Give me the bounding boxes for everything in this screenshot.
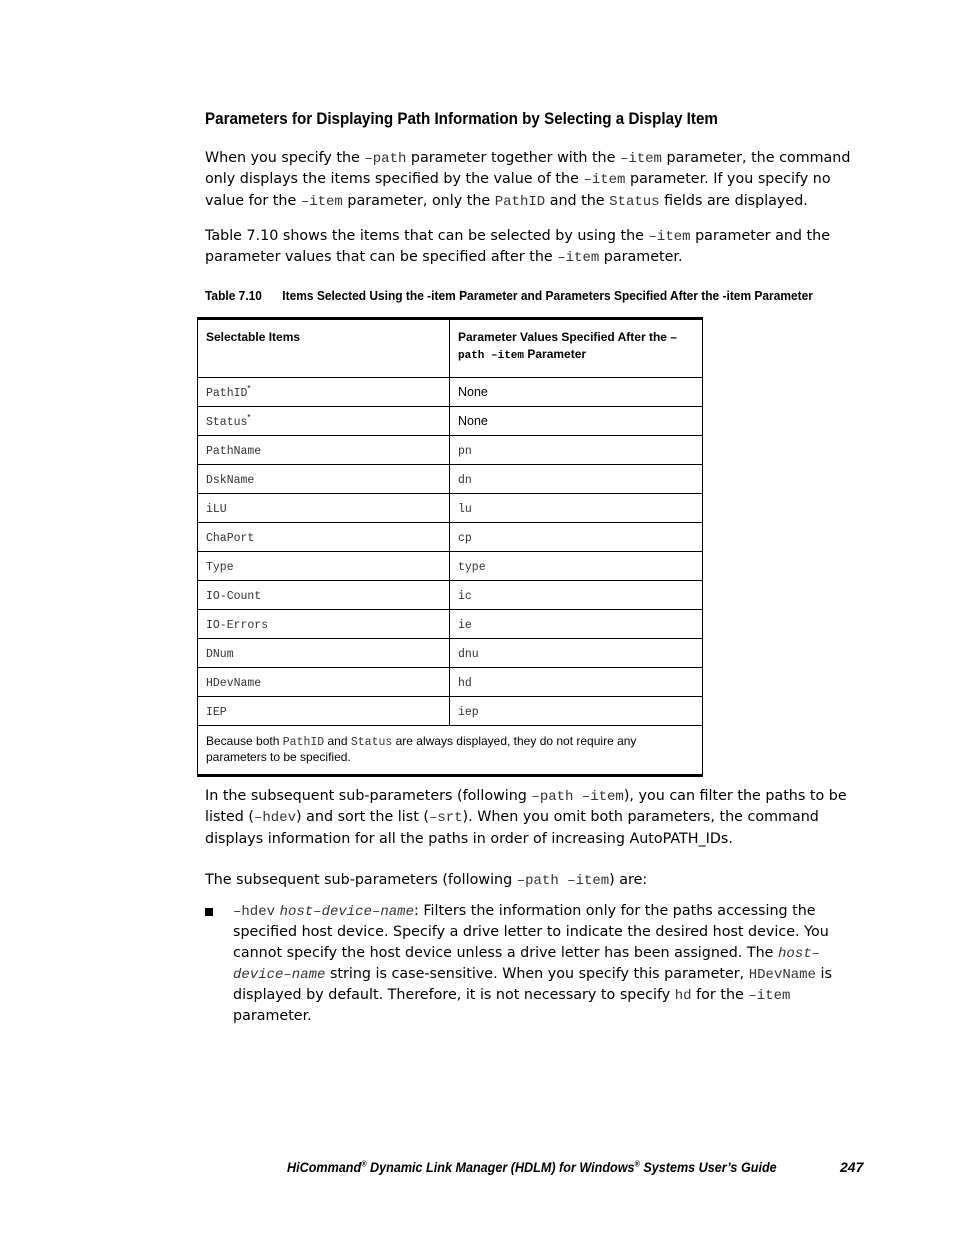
text: parameter. <box>599 249 683 266</box>
table-row <box>198 552 703 581</box>
value-cell <box>450 610 703 639</box>
items-table <box>197 317 703 777</box>
value-cell <box>450 697 703 726</box>
item-cell <box>198 465 450 494</box>
table-number: Table 7.10 <box>205 288 262 303</box>
table-row <box>198 639 703 668</box>
code: PathID <box>282 735 325 749</box>
text: parameter together with the <box>406 150 620 166</box>
value-cell <box>450 552 703 581</box>
item-cell <box>198 407 450 436</box>
item-name: HDevName <box>206 676 262 690</box>
table-row <box>198 523 703 552</box>
value: hd <box>458 676 472 690</box>
value-cell: None <box>450 378 703 407</box>
code: –path <box>364 151 407 167</box>
code: –item <box>648 229 691 245</box>
text: parameter. <box>233 1008 312 1025</box>
text: parameter, only the <box>342 192 495 209</box>
item-name: Status <box>206 416 248 430</box>
item-cell <box>198 697 450 726</box>
table-caption <box>205 288 849 303</box>
value-cell <box>450 668 703 697</box>
text: ), you can filter the paths to be listed ( <box>205 788 847 826</box>
item-name: DNum <box>206 647 234 661</box>
text: fields are displayed. <box>659 192 808 209</box>
table-row <box>198 407 703 436</box>
value: type <box>458 560 486 574</box>
text: In the subsequent sub-parameters (following <box>205 788 532 804</box>
value: ie <box>458 618 472 632</box>
value-cell: None <box>450 407 703 436</box>
item-name: Type <box>206 560 234 574</box>
table-row <box>198 581 703 610</box>
value: dn <box>458 473 472 487</box>
code-italic: host–device–name <box>233 945 821 983</box>
item-name: IEP <box>206 705 227 719</box>
text: Dynamic Link Manager (HDLM) for Windows <box>366 1159 635 1175</box>
code: Status <box>609 193 660 210</box>
registered-mark: ® <box>361 1159 367 1169</box>
value: iep <box>458 705 479 719</box>
code: –item <box>557 250 600 267</box>
text: The subsequent sub-parameters (following <box>205 872 517 888</box>
page-number: 247 <box>840 1159 864 1175</box>
table-reference-paragraph <box>205 226 857 269</box>
text: parameter and the parameter values that can be specified after the <box>205 228 831 266</box>
text: for the <box>691 987 749 1004</box>
text: HiCommand <box>287 1159 362 1175</box>
footer-guide-title <box>287 1159 777 1175</box>
item-cell <box>198 436 450 465</box>
bullet-square-icon <box>205 908 213 916</box>
item-cell <box>198 523 450 552</box>
value: dnu <box>458 647 479 661</box>
item-name: ChaPort <box>206 531 255 545</box>
code: PathID <box>494 193 546 210</box>
table-row <box>198 436 703 465</box>
code: –path –item <box>531 789 624 805</box>
text: and <box>324 733 351 748</box>
footnote-mark: * <box>247 383 251 393</box>
item-name: IO-Errors <box>206 618 269 632</box>
text: and the <box>545 192 610 209</box>
header-parameter-values <box>450 319 703 378</box>
code: –srt <box>428 810 463 827</box>
table-row <box>198 697 703 726</box>
text: is displayed by default. Therefore, it is not necessary to specify <box>233 965 832 1004</box>
code: HDevName <box>748 966 816 983</box>
text: parameter, the command only displays the items specified by the value of the <box>205 150 851 188</box>
text: Parameter Values Specified After the – <box>458 330 677 344</box>
code: –item <box>583 172 626 189</box>
item-cell <box>198 639 450 668</box>
value: cp <box>458 531 472 545</box>
text: ) and sort the list ( <box>296 809 429 826</box>
item-name: IO-Count <box>206 589 262 603</box>
section-heading: Parameters for Displaying Path Information by Selecting a Display Item <box>205 110 718 128</box>
table-row <box>198 610 703 639</box>
item-name: PathName <box>206 444 262 458</box>
value-cell <box>450 639 703 668</box>
registered-mark: ® <box>634 1159 640 1169</box>
text: ) are: <box>609 872 648 888</box>
value: ic <box>458 589 472 603</box>
value-cell <box>450 494 703 523</box>
item-cell <box>198 668 450 697</box>
table-note-row <box>198 726 703 776</box>
text: string is case-sensitive. When you specify this parameter, <box>325 965 749 982</box>
item-cell <box>198 494 450 523</box>
code: –item <box>748 988 791 1005</box>
code: –hdev <box>254 810 297 827</box>
text: : Filters the information only for the paths accessing the specified host device. Specify a drive letter to indicate the desired host device. You cannot specify the host device unless a drive letter has been assigned. The <box>233 903 829 961</box>
text: Systems User’s Guide <box>639 1159 777 1175</box>
text: Parameter <box>524 347 587 361</box>
text: parameter. If you specify no value for the <box>205 171 831 209</box>
value-cell <box>450 465 703 494</box>
item-name: iLU <box>206 502 227 516</box>
hdev-bullet-item <box>233 901 855 1027</box>
sub-parameters-intro <box>205 870 857 891</box>
code: Status <box>350 735 393 749</box>
code-italic: host–device–name <box>279 904 414 920</box>
table-row <box>198 494 703 523</box>
code: hd <box>674 988 692 1005</box>
table-note <box>198 726 703 776</box>
table-row <box>198 668 703 697</box>
text: ). When you omit both parameters, the command displays information for all the paths in order of increasing AutoPATH_IDs. <box>205 809 819 847</box>
header-selectable-items: Selectable Items <box>198 319 450 378</box>
value-cell <box>450 436 703 465</box>
text: Because both <box>206 733 283 748</box>
code: path –item <box>458 350 525 362</box>
code: –hdev <box>233 904 276 920</box>
value-cell <box>450 523 703 552</box>
table-title: Items Selected Using the -item Parameter and Parameters Specified After the -item Parameter <box>282 288 813 303</box>
item-cell <box>198 581 450 610</box>
table-header-row <box>198 319 703 378</box>
item-cell <box>198 552 450 581</box>
text: Table 7.10 shows the items that can be selected by using the <box>205 228 649 244</box>
item-cell <box>198 610 450 639</box>
value: lu <box>458 502 472 516</box>
value: pn <box>458 444 472 458</box>
sub-parameters-paragraph <box>205 786 857 849</box>
item-name: DskName <box>206 473 255 487</box>
item-name: PathID <box>206 387 248 401</box>
table-row <box>198 465 703 494</box>
code: –path –item <box>516 873 610 889</box>
intro-paragraph <box>205 148 857 212</box>
footnote-mark: * <box>247 412 251 422</box>
code: –item <box>619 151 662 167</box>
value-cell <box>450 581 703 610</box>
code: –item <box>300 193 343 210</box>
item-cell <box>198 378 450 407</box>
table-row <box>198 378 703 407</box>
text: are always displayed, they do not require any parameters to be specified. <box>206 733 637 764</box>
text: When you specify the <box>205 150 365 166</box>
